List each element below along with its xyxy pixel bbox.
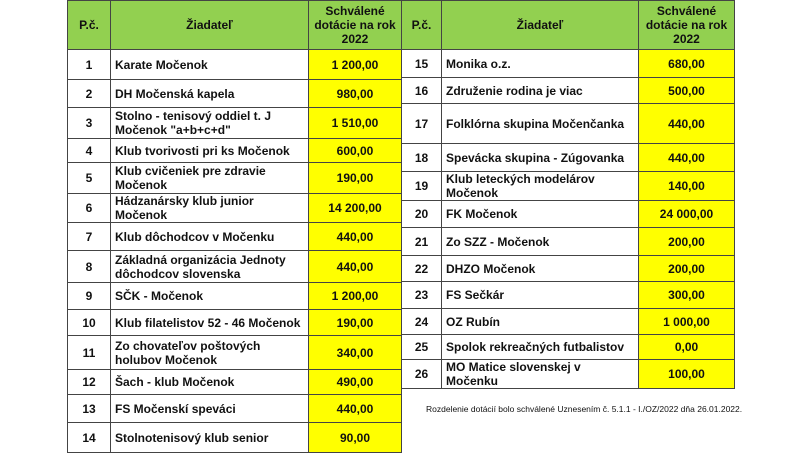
- applicant-name: Zo chovateľov poštových holubov Močenok: [111, 336, 309, 370]
- row-number: 2: [68, 80, 111, 108]
- table-row: [402, 282, 735, 309]
- row-number: 10: [68, 310, 111, 336]
- subsidy-amount: 14 200,00: [309, 194, 402, 223]
- subsidy-amount: 24 000,00: [639, 201, 735, 228]
- table-body-right: [402, 50, 735, 389]
- table-row: [68, 423, 402, 453]
- table-row: [68, 163, 402, 194]
- subsidy-amount: 0,00: [639, 335, 735, 360]
- table-row: [68, 283, 402, 310]
- row-number: 1: [68, 50, 111, 80]
- applicant-name: FK Močenok: [442, 201, 639, 228]
- table-row: [68, 370, 402, 395]
- subsidy-amount: 140,00: [639, 172, 735, 201]
- subsidy-amount: 600,00: [309, 139, 402, 163]
- table-row: [68, 139, 402, 163]
- row-number: 23: [402, 282, 442, 309]
- subsidy-amount: 190,00: [309, 163, 402, 194]
- applicant-name: Klub filatelistov 52 - 46 Močenok: [111, 310, 309, 336]
- subsidy-amount: 90,00: [309, 423, 402, 453]
- applicant-name: DHZO Močenok: [442, 256, 639, 282]
- row-number: 25: [402, 335, 442, 360]
- row-number: 12: [68, 370, 111, 395]
- row-number: 4: [68, 139, 111, 163]
- applicant-name: SČK - Močenok: [111, 283, 309, 310]
- subsidies-table-left: [67, 0, 402, 453]
- subsidies-table-right: [401, 0, 735, 389]
- table-row: [68, 223, 402, 251]
- applicant-name: Klub cvičeniek pre zdravie Močenok: [111, 163, 309, 194]
- row-number: 15: [402, 50, 442, 78]
- table-row: [68, 80, 402, 108]
- subsidy-amount: 980,00: [309, 80, 402, 108]
- applicant-name: Spolok rekreačných futbalistov: [442, 335, 639, 360]
- header-pc: P.č.: [68, 1, 111, 50]
- applicant-name: Klub leteckých modelárov Močenok: [442, 172, 639, 201]
- subsidy-amount: 1 200,00: [309, 50, 402, 80]
- applicant-name: Klub dôchodcov v Močenku: [111, 223, 309, 251]
- header-pc: P.č.: [402, 1, 442, 50]
- approval-note: Rozdelenie dotácií bolo schválené Uznesením č. 5.1.1 - I./OZ/2022 dňa 26.01.2022.: [426, 404, 743, 414]
- table-row: [402, 50, 735, 78]
- subsidy-amount: 1 200,00: [309, 283, 402, 310]
- subsidy-amount: 200,00: [639, 228, 735, 256]
- applicant-name: Monika o.z.: [442, 50, 639, 78]
- table-row: [402, 228, 735, 256]
- row-number: 16: [402, 78, 442, 104]
- table-body-left: [68, 50, 402, 453]
- table-row: [402, 335, 735, 360]
- row-number: 19: [402, 172, 442, 201]
- applicant-name: Klub tvorivosti pri ks Močenok: [111, 139, 309, 163]
- table-row: [68, 395, 402, 423]
- row-number: 7: [68, 223, 111, 251]
- row-number: 20: [402, 201, 442, 228]
- header-amount: Schválené dotácie na rok 2022: [639, 1, 735, 50]
- table-row: [402, 104, 735, 144]
- row-number: 8: [68, 251, 111, 283]
- subsidy-amount: 100,00: [639, 360, 735, 389]
- table-row: [68, 310, 402, 336]
- table-row: [68, 336, 402, 370]
- applicant-name: Karate Močenok: [111, 50, 309, 80]
- applicant-name: FS Sečkár: [442, 282, 639, 309]
- subsidy-amount: 440,00: [309, 223, 402, 251]
- row-number: 13: [68, 395, 111, 423]
- applicant-name: Stolno - tenisový oddiel t. J Močenok "a+b+c+d": [111, 108, 309, 139]
- applicant-name: Združenie rodina je viac: [442, 78, 639, 104]
- row-number: 21: [402, 228, 442, 256]
- row-number: 3: [68, 108, 111, 139]
- subsidy-amount: 190,00: [309, 310, 402, 336]
- table-row: [402, 360, 735, 389]
- applicant-name: FS Močenskí speváci: [111, 395, 309, 423]
- subsidy-amount: 500,00: [639, 78, 735, 104]
- row-number: 14: [68, 423, 111, 453]
- row-number: 22: [402, 256, 442, 282]
- subsidy-amount: 300,00: [639, 282, 735, 309]
- applicant-name: OZ Rubín: [442, 309, 639, 335]
- table-row: [68, 251, 402, 283]
- subsidy-amount: 440,00: [309, 395, 402, 423]
- header-row: [402, 1, 735, 50]
- applicant-name: MO Matice slovenskej v Močenku: [442, 360, 639, 389]
- subsidy-amount: 1 510,00: [309, 108, 402, 139]
- table-row: [402, 309, 735, 335]
- row-number: 26: [402, 360, 442, 389]
- subsidy-amount: 490,00: [309, 370, 402, 395]
- applicant-name: Hádzanársky klub junior Močenok: [111, 194, 309, 223]
- subsidy-amount: 680,00: [639, 50, 735, 78]
- applicant-name: Spevácka skupina - Zúgovanka: [442, 144, 639, 172]
- row-number: 11: [68, 336, 111, 370]
- table-row: [402, 172, 735, 201]
- row-number: 5: [68, 163, 111, 194]
- subsidy-amount: 440,00: [309, 251, 402, 283]
- subsidy-amount: 440,00: [639, 144, 735, 172]
- row-number: 24: [402, 309, 442, 335]
- applicant-name: DH Močenská kapela: [111, 80, 309, 108]
- table-row: [402, 78, 735, 104]
- applicant-name: Stolnotenisový klub senior: [111, 423, 309, 453]
- row-number: 17: [402, 104, 442, 144]
- table-row: [68, 108, 402, 139]
- subsidy-amount: 200,00: [639, 256, 735, 282]
- applicant-name: Základná organizácia Jednoty dôchodcov slovenska: [111, 251, 309, 283]
- table-row: [402, 201, 735, 228]
- header-applicant: Žiadateľ: [442, 1, 639, 50]
- header-row: [68, 1, 402, 50]
- subsidy-amount: 340,00: [309, 336, 402, 370]
- table-row: [68, 194, 402, 223]
- applicant-name: Šach - klub Močenok: [111, 370, 309, 395]
- table-row: [402, 256, 735, 282]
- header-amount: Schválené dotácie na rok 2022: [309, 1, 402, 50]
- row-number: 6: [68, 194, 111, 223]
- table-row: [402, 144, 735, 172]
- table-row: [68, 50, 402, 80]
- subsidy-amount: 1 000,00: [639, 309, 735, 335]
- applicant-name: Zo SZZ - Močenok: [442, 228, 639, 256]
- applicant-name: Folklórna skupina Močenčanka: [442, 104, 639, 144]
- subsidy-amount: 440,00: [639, 104, 735, 144]
- header-applicant: Žiadateľ: [111, 1, 309, 50]
- row-number: 9: [68, 283, 111, 310]
- row-number: 18: [402, 144, 442, 172]
